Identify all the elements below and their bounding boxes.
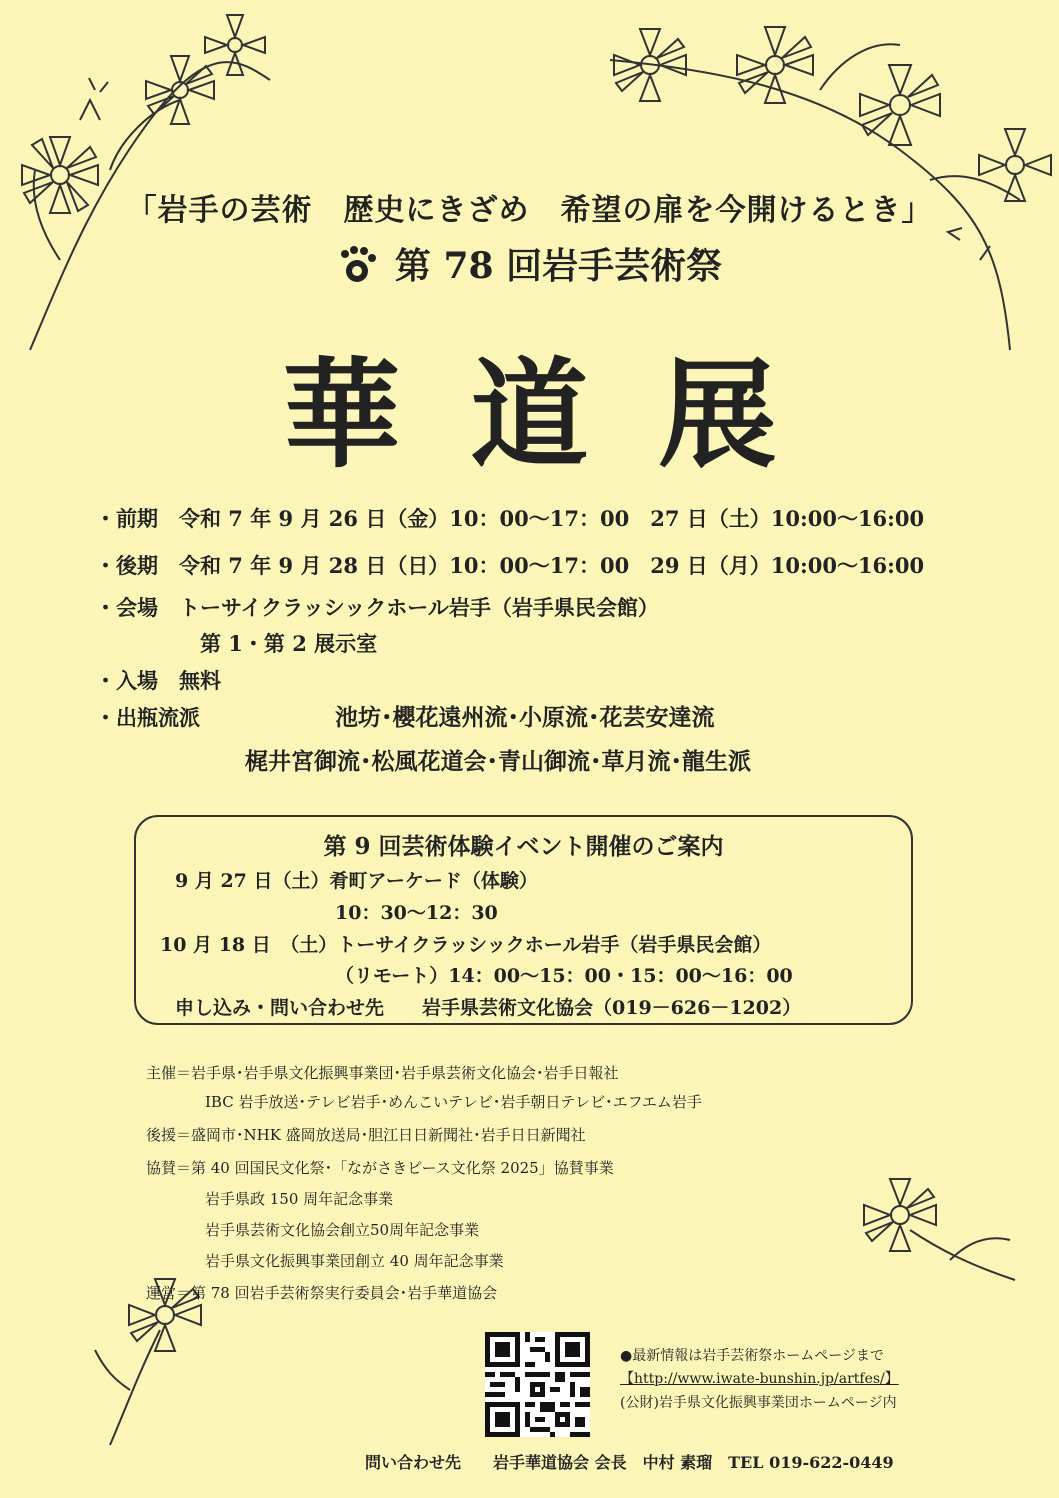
footer-contact: 問い合わせ先 岩手華道協会 会長 中村 素瑠 TEL 019-622-0449 (365, 1453, 894, 1472)
event-line-2-time: （リモート）14：00～15：00・15：00～16：00 (335, 965, 793, 987)
host: 主催＝岩手県･岩手県文化振興事業団･岩手県芸術文化協会･岩手日報社 (146, 1064, 619, 1082)
operation: 運営＝第 78 回岩手芸術祭実行委員会･岩手華道協会 (146, 1284, 498, 1302)
event-title: 第 9 回芸術体験イベント開催のご案内 (323, 833, 724, 860)
admission: ・入場 無料 (95, 668, 221, 693)
qr-code[interactable] (485, 1332, 590, 1437)
flower-decoration-top-left (0, 0, 280, 360)
second-period: ・後期 令和 7 年 9 月 28 日（日）10：00～17：00 29 日（月）10:00～16:00 (95, 553, 925, 578)
event-line-2: 10 月 18 日 （土）トーサイクラッシックホール岩手（岩手県民会館） (160, 934, 772, 956)
event-line-1: 9 月 27 日（土）肴町アーケード（体験） (175, 870, 538, 892)
page-title: 華道展 (282, 345, 847, 484)
web-site: (公財)岩手県文化振興事業団ホームページ内 (620, 1395, 897, 1411)
first-period: ・前期 令和 7 年 9 月 26 日（金）10：00～17：00 27 日（土）10:00～16:00 (95, 506, 925, 531)
schools-line-1: 池坊･櫻花遠州流･小原流･花芸安達流 (335, 704, 715, 731)
flower-decoration-top-right (600, 0, 1059, 360)
schools-line-2: 梶井宮御流･松風花道会･青山御流･草月流･龍生派 (245, 748, 751, 775)
sponsor: 協賛＝第 40 回国民文化祭･「ながさきピース文化祭 2025」協賛事業 (146, 1159, 614, 1177)
event-line-1-time: 10：30～12：30 (335, 902, 498, 924)
festival-name: 第 78 回岩手芸術祭 (394, 245, 723, 287)
festival-title (0, 238, 1059, 294)
sponsor-2: 岩手県政 150 周年記念事業 (205, 1190, 394, 1208)
schools-label: ・出瓶流派 (95, 705, 200, 730)
venue-room: 第 1・第 2 展示室 (200, 631, 378, 656)
web-url-link[interactable]: 【http://www.iwate-bunshin.jp/artfes/】 (620, 1371, 899, 1387)
venue: ・会場 トーサイクラッシックホール岩手（岩手県民会館） (95, 595, 659, 620)
sponsor-3: 岩手県芸術文化協会創立50周年記念事業 (205, 1221, 480, 1239)
festival-logo-icon (337, 245, 377, 294)
flower-decoration-bottom-right (840, 1170, 1020, 1320)
support: 後援＝盛岡市･NHK 盛岡放送局･胆江日日新聞社･岩手日日新聞社 (146, 1126, 586, 1144)
web-note: ●最新情報は岩手芸術祭ホームページまで (620, 1348, 884, 1364)
slogan: 「岩手の芸術 歴史にきざめ 希望の扉を今開けるとき」 (126, 193, 933, 228)
sponsor-4: 岩手県文化振興事業団創立 40 周年記念事業 (205, 1252, 504, 1270)
event-contact: 申し込み・問い合わせ先 岩手県芸術文化協会（019－626－1202） (175, 997, 802, 1019)
host-2: IBC 岩手放送･テレビ岩手･めんこいテレビ･岩手朝日テレビ･エフエム岩手 (205, 1093, 702, 1111)
